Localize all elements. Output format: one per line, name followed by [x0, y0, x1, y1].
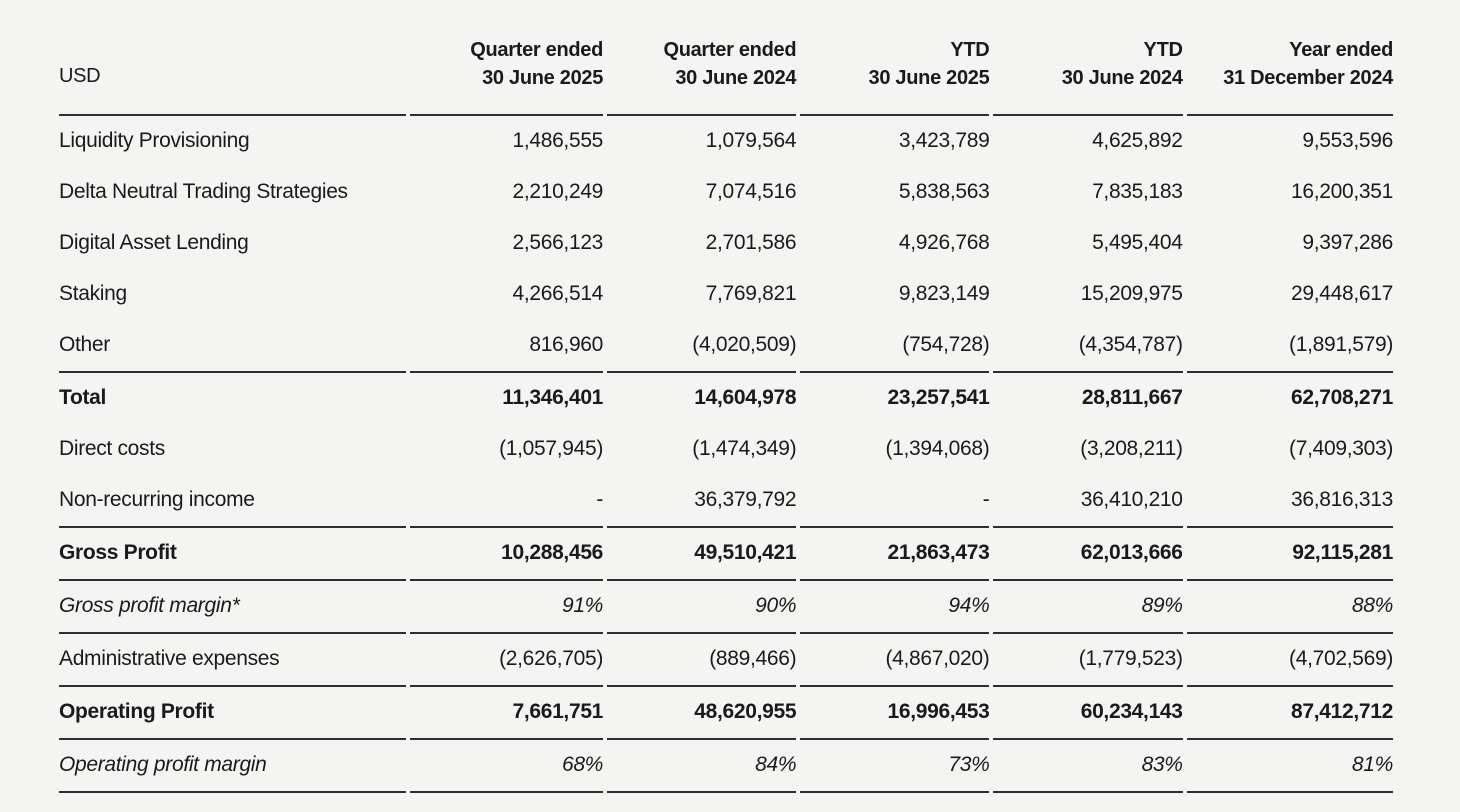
cell-value: 81% — [1187, 740, 1393, 793]
row-digital-asset-lending — [59, 218, 1393, 269]
cell-value: 88% — [1187, 581, 1393, 634]
cell-value: 29,448,617 — [1291, 282, 1393, 306]
cell-value: (4,702,569) — [1187, 634, 1393, 687]
column-header-line2: 30 June 2025 — [482, 67, 604, 90]
cell-value: 2,210,249 — [512, 180, 604, 204]
cell-value: 49,510,421 — [607, 526, 796, 581]
row-direct-costs — [59, 424, 1393, 475]
row-label: Operating Profit — [59, 687, 406, 740]
row-liquidity-provisioning — [59, 116, 1393, 167]
row-delta-neutral-trading-strategies — [59, 167, 1393, 218]
row-total — [59, 371, 1393, 424]
cell-value: 1,079,564 — [705, 129, 797, 153]
cell-value: 90% — [607, 581, 796, 634]
cell-value: 3,423,789 — [898, 129, 990, 153]
column-header-ytd-2024 — [993, 28, 1182, 116]
cell-value: 28,811,667 — [993, 371, 1182, 424]
cell-value: 7,769,821 — [705, 282, 797, 306]
cell-value: 48,620,955 — [607, 687, 796, 740]
column-header-ytd-2025 — [800, 28, 989, 116]
cell-value: (7,409,303) — [1289, 437, 1393, 461]
table-header — [59, 28, 1393, 116]
cell-value: 10,288,456 — [410, 526, 603, 581]
cell-value: 15,209,975 — [1080, 282, 1183, 306]
cell-value: 4,266,514 — [512, 282, 604, 306]
cell-value: (4,867,020) — [800, 634, 989, 687]
row-other — [59, 320, 1393, 371]
row-label: Gross Profit — [59, 526, 406, 581]
column-header-line1: Year ended — [1289, 39, 1393, 61]
cell-value: 36,410,210 — [1080, 488, 1183, 512]
column-header-line2: 30 June 2024 — [675, 67, 797, 90]
cell-value: 7,835,183 — [1092, 180, 1183, 204]
row-label: Gross profit margin* — [59, 581, 406, 634]
cell-value: 5,495,404 — [1092, 231, 1183, 255]
cell-value: 84% — [607, 740, 796, 793]
column-header-line2: 30 June 2025 — [868, 67, 990, 90]
row-operating-profit — [59, 687, 1393, 740]
cell-value: 87,412,712 — [1187, 687, 1393, 740]
column-header-year-2024 — [1187, 28, 1393, 116]
cell-value: 5,838,563 — [898, 180, 990, 204]
column-header-line2: 31 December 2024 — [1223, 67, 1393, 90]
row-label: Operating profit margin — [59, 740, 406, 793]
row-label: Staking — [59, 282, 127, 306]
cell-value: 14,604,978 — [607, 371, 796, 424]
cell-value: (1,474,349) — [692, 437, 797, 461]
column-header-quarter-2024 — [607, 28, 796, 116]
cell-value: - — [596, 488, 604, 512]
cell-value: 1,486,555 — [512, 129, 604, 153]
cell-value: 73% — [800, 740, 989, 793]
cell-value: 9,397,286 — [1302, 231, 1393, 255]
cell-value: 816,960 — [529, 333, 604, 357]
cell-value: 89% — [993, 581, 1182, 634]
column-header-quarter-2025 — [410, 28, 603, 116]
cell-value: 62,708,271 — [1187, 371, 1393, 424]
financial-results-table — [55, 28, 1397, 793]
cell-value: 36,379,792 — [694, 488, 797, 512]
cell-value: 2,566,123 — [512, 231, 604, 255]
cell-value: (4,020,509) — [692, 333, 797, 357]
cell-value: 83% — [993, 740, 1182, 793]
column-header-line2: 30 June 2024 — [1061, 67, 1183, 90]
cell-value: 9,553,596 — [1302, 129, 1393, 153]
cell-value: 36,816,313 — [1291, 488, 1393, 512]
cell-value: 4,926,768 — [898, 231, 990, 255]
row-gross-profit-margin — [59, 581, 1393, 634]
cell-value: 23,257,541 — [800, 371, 989, 424]
header-row — [59, 28, 1393, 116]
cell-value: 68% — [410, 740, 603, 793]
row-label: Administrative expenses — [59, 634, 406, 687]
cell-value: 2,701,586 — [705, 231, 797, 255]
income-statement-table — [55, 28, 1397, 793]
row-label: Liquidity Provisioning — [59, 129, 250, 153]
cell-value: 91% — [410, 581, 603, 634]
cell-value: - — [982, 488, 990, 512]
cell-value: (2,626,705) — [410, 634, 603, 687]
table-body — [59, 116, 1393, 793]
cell-value: 4,625,892 — [1092, 129, 1183, 153]
row-administrative-expenses — [59, 634, 1393, 687]
cell-value: 11,346,401 — [410, 371, 603, 424]
cell-value: (1,394,068) — [885, 437, 990, 461]
column-header-line1: YTD — [1143, 39, 1183, 61]
cell-value: (1,057,945) — [499, 437, 604, 461]
row-label: Other — [59, 333, 110, 357]
row-gross-profit — [59, 526, 1393, 581]
cell-value: (1,779,523) — [993, 634, 1182, 687]
cell-value: (3,208,211) — [1080, 437, 1183, 461]
cell-value: 16,200,351 — [1291, 180, 1393, 204]
row-label: Direct costs — [59, 437, 165, 461]
cell-value: 94% — [800, 581, 989, 634]
cell-value: 7,661,751 — [410, 687, 603, 740]
cell-value: (1,891,579) — [1289, 333, 1393, 357]
cell-value: 92,115,281 — [1187, 526, 1393, 581]
cell-value: 60,234,143 — [993, 687, 1182, 740]
cell-value: (4,354,787) — [1078, 333, 1183, 357]
column-header-line1: Quarter ended — [663, 39, 797, 61]
row-label: Non-recurring income — [59, 488, 255, 512]
cell-value: 16,996,453 — [800, 687, 989, 740]
column-header-line1: Quarter ended — [470, 39, 604, 61]
cell-value: (754,728) — [902, 333, 990, 357]
cell-value: 9,823,149 — [898, 282, 990, 306]
cell-value: (889,466) — [607, 634, 796, 687]
cell-value: 62,013,666 — [993, 526, 1182, 581]
currency-unit-label: USD — [59, 28, 406, 116]
column-header-line1: YTD — [950, 39, 990, 61]
row-operating-profit-margin — [59, 740, 1393, 793]
row-label: Delta Neutral Trading Strategies — [59, 180, 348, 204]
row-non-recurring-income — [59, 475, 1393, 526]
row-label: Total — [59, 371, 406, 424]
row-staking — [59, 269, 1393, 320]
cell-value: 7,074,516 — [705, 180, 797, 204]
cell-value: 21,863,473 — [800, 526, 989, 581]
row-label: Digital Asset Lending — [59, 231, 249, 255]
